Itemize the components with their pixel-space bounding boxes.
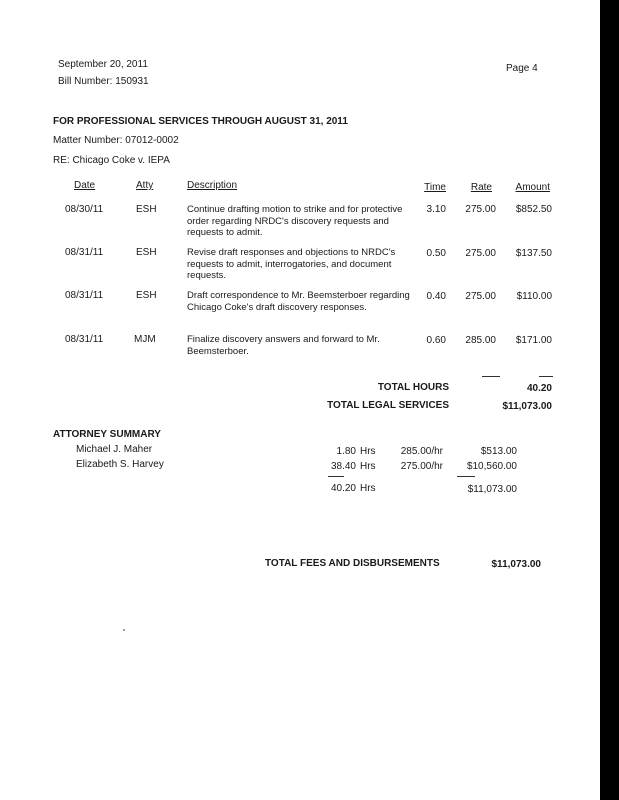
col-header-description: Description [187, 180, 238, 191]
entry-atty: MJM [134, 334, 156, 345]
page-number: Page 4 [506, 63, 538, 74]
entry-date: 08/31/11 [65, 290, 104, 301]
summary-amount: $513.00 [480, 446, 517, 457]
entry-atty: ESH [136, 247, 157, 258]
summary-hours-unit: Hrs [360, 461, 376, 472]
summary-rate: 285.00/hr [400, 446, 443, 457]
entry-date: 08/31/11 [65, 334, 104, 345]
summary-amount: $10,560.00 [466, 461, 517, 472]
summary-total-amount: $11,073.00 [467, 484, 517, 495]
entry-description: Revise draft responses and objections to NRDC's requests to admit, interrogatories, and document requests. [187, 247, 396, 281]
entry-time: 0.60 [426, 335, 446, 346]
bill-number: Bill Number: 150931 [58, 76, 149, 87]
entry-description: Continue drafting motion to strike and for protective order regarding NRDC's discovery requests and requests to admit. [187, 204, 403, 238]
entry-description: Finalize discovery answers and forward to Mr. Beemsterboer. [187, 334, 380, 357]
subtotal-rule [482, 376, 500, 377]
scan-speck [123, 629, 125, 631]
col-header-time: Time [424, 182, 446, 193]
entry-time: 3.10 [426, 204, 446, 215]
entry-amount: $852.50 [515, 204, 552, 215]
summary-rate: 275.00/hr [400, 461, 443, 472]
entry-amount: $171.00 [515, 335, 552, 346]
entry-atty: ESH [136, 290, 157, 301]
entry-time: 0.40 [426, 291, 446, 302]
entry-rate: 275.00 [465, 204, 496, 215]
entry-date: 08/30/11 [65, 204, 104, 215]
summary-attorney-name: Michael J. Maher [76, 444, 153, 455]
col-header-date: Date [74, 180, 96, 191]
entry-amount: $137.50 [515, 248, 552, 259]
entry-rate: 275.00 [465, 248, 496, 259]
summary-hours: 1.80 [336, 446, 356, 457]
summary-subtotal-rule [328, 476, 344, 477]
total-hours-value: 40.20 [526, 383, 552, 394]
entry-date: 08/31/11 [65, 247, 104, 258]
section-title: FOR PROFESSIONAL SERVICES THROUGH AUGUST 31, 2011 [53, 116, 348, 127]
invoice-date: September 20, 2011 [58, 59, 148, 70]
total-legal-services-label: TOTAL LEGAL SERVICES [327, 400, 449, 411]
scan-edge-shadow [600, 0, 619, 800]
grand-total-label: TOTAL FEES AND DISBURSEMENTS [265, 558, 440, 569]
entry-amount: $110.00 [516, 291, 552, 302]
col-header-amount: Amount [515, 182, 550, 193]
entry-description: Draft correspondence to Mr. Beemsterboer regarding Chicago Coke's draft discovery responses. [187, 290, 410, 313]
col-header-atty: Atty [136, 180, 154, 191]
entry-time: 0.50 [426, 248, 446, 259]
matter-number: Matter Number: 07012-0002 [53, 135, 179, 146]
summary-total-hours-unit: Hrs [360, 483, 376, 494]
grand-total-value: $11,073.00 [491, 559, 541, 570]
entry-rate: 275.00 [465, 291, 496, 302]
subtotal-rule [539, 376, 553, 377]
total-legal-services-value: $11,073.00 [502, 401, 552, 412]
summary-hours-unit: Hrs [360, 446, 376, 457]
attorney-summary-title: ATTORNEY SUMMARY [53, 429, 161, 440]
re-line: RE: Chicago Coke v. IEPA [53, 155, 170, 166]
entry-atty: ESH [136, 204, 157, 215]
total-hours-label: TOTAL HOURS [377, 382, 449, 393]
entry-rate: 285.00 [465, 335, 496, 346]
col-header-rate: Rate [470, 182, 492, 193]
summary-attorney-name: Elizabeth S. Harvey [76, 459, 164, 470]
summary-subtotal-rule [457, 476, 475, 477]
summary-total-hours: 40.20 [330, 483, 356, 494]
summary-hours: 38.40 [330, 461, 356, 472]
